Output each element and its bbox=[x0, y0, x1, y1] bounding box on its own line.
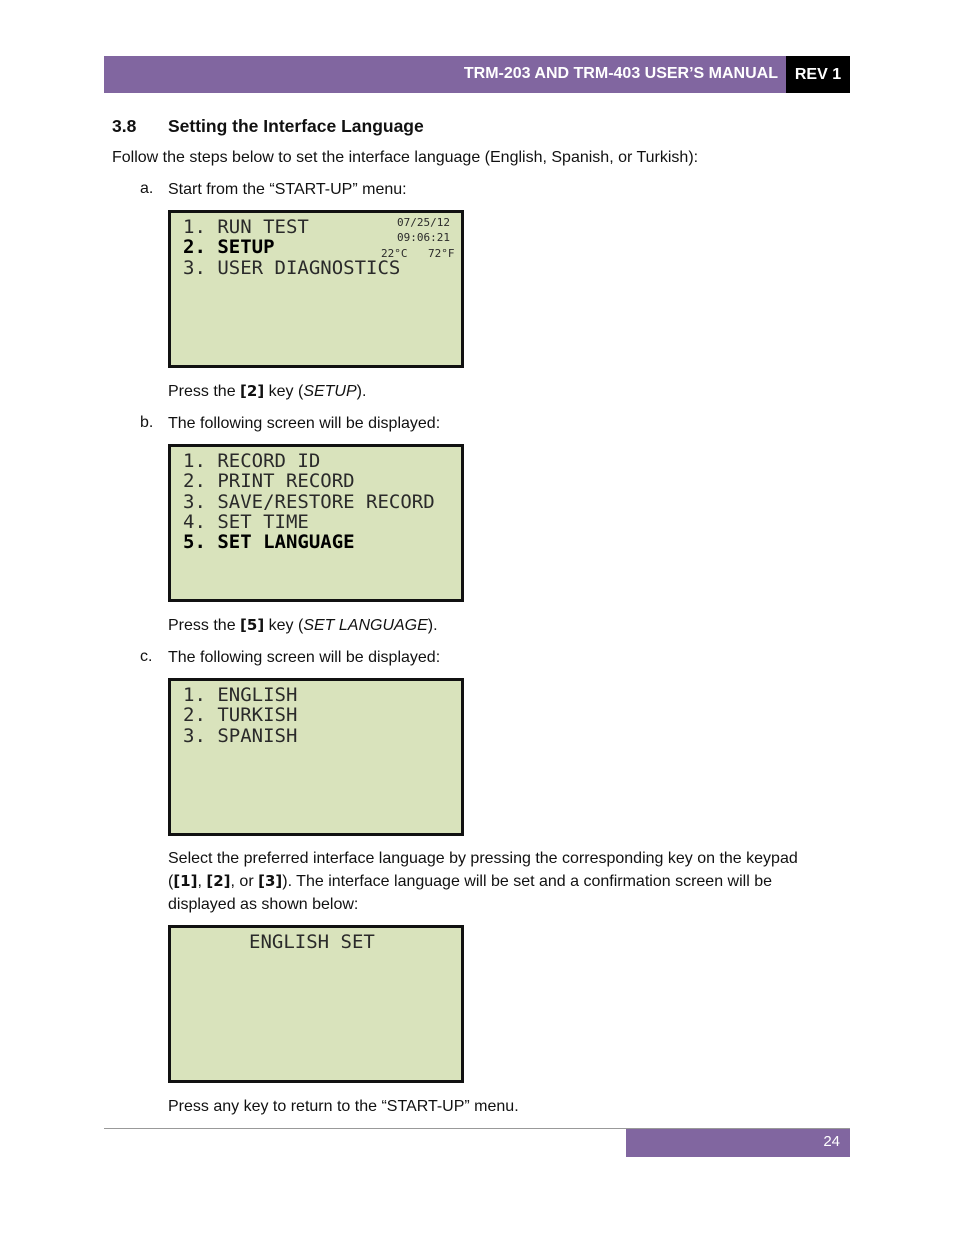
revision-badge: REV 1 bbox=[786, 56, 850, 93]
lcd-date: 07/25/12 bbox=[397, 216, 450, 229]
key-2: [2] bbox=[206, 872, 231, 890]
header-bar bbox=[104, 56, 786, 93]
step-c-text: The following screen will be displayed: bbox=[168, 649, 441, 666]
lcd-menu-item: 3. SPANISH bbox=[183, 724, 298, 747]
lcd-temp-f: 72°F bbox=[428, 247, 455, 260]
key-1: [1] bbox=[173, 872, 198, 890]
step-a-text: Start from the “START-UP” menu: bbox=[168, 181, 407, 198]
footer-bar bbox=[626, 1129, 850, 1157]
lcd-setup-screen bbox=[168, 444, 464, 602]
lcd-time: 09:06:21 bbox=[397, 231, 450, 244]
lcd-menu-item: 1. ENGLISH bbox=[183, 684, 298, 706]
key-5: [5] bbox=[240, 616, 265, 634]
lcd-language-menu bbox=[183, 685, 297, 746]
lcd-confirm-screen bbox=[168, 925, 464, 1083]
section-heading bbox=[112, 116, 424, 137]
press-setup-instruction: Press the [2] key (SETUP). bbox=[168, 382, 367, 400]
lcd-language-screen bbox=[168, 678, 464, 836]
intro-paragraph: Follow the steps below to set the interface language (English, Spanish, or Turkish): bbox=[112, 149, 699, 166]
select-language-instruction: Select the preferred interface language by pressing the corresponding key on the keypad ([1], [2], or [3]). The interface language will be set and a confirmation screen will be displayed as shown below: bbox=[168, 850, 798, 913]
key-2: [2] bbox=[240, 382, 265, 400]
lcd-startup-menu bbox=[183, 217, 400, 278]
lcd-menu-item: 3. SAVE/RESTORE RECORD bbox=[183, 490, 435, 513]
lcd-temp-c: 22°C bbox=[381, 247, 408, 260]
lcd-menu-item: 3. USER DIAGNOSTICS bbox=[183, 256, 401, 279]
lcd-menu-item: 4. SET TIME bbox=[183, 510, 309, 533]
lcd-menu-item: 1. RECORD ID bbox=[183, 450, 321, 472]
lcd-menu-item: 2. PRINT RECORD bbox=[183, 470, 355, 493]
step-c-letter: c. bbox=[140, 648, 153, 665]
step-a-letter: a. bbox=[140, 180, 154, 197]
lcd-menu-item: 2. TURKISH bbox=[183, 704, 298, 727]
lcd-menu-item: 1. RUN TEST bbox=[183, 216, 309, 238]
return-instruction: Press any key to return to the “START-UP” menu. bbox=[168, 1098, 519, 1115]
lcd-confirm-message bbox=[249, 932, 375, 952]
lcd-startup-screen bbox=[168, 210, 464, 368]
lcd-menu-item-selected: 5. SET LANGUAGE bbox=[183, 531, 355, 554]
section-title: Setting the Interface Language bbox=[168, 116, 424, 136]
step-b-letter: b. bbox=[140, 414, 154, 431]
key-3: [3] bbox=[258, 872, 283, 890]
step-b-text: The following screen will be displayed: bbox=[168, 415, 441, 432]
lcd-setup-menu bbox=[183, 451, 435, 552]
section-number: 3.8 bbox=[112, 116, 137, 136]
page-number: 24 bbox=[823, 1133, 840, 1150]
lcd-confirm-text: ENGLISH SET bbox=[249, 931, 375, 953]
manual-title: TRM-203 AND TRM-403 USER’S MANUAL bbox=[463, 65, 778, 82]
lcd-menu-item-selected: 2. SETUP bbox=[183, 236, 275, 259]
press-language-instruction: Press the [5] key (SET LANGUAGE). bbox=[168, 616, 438, 634]
